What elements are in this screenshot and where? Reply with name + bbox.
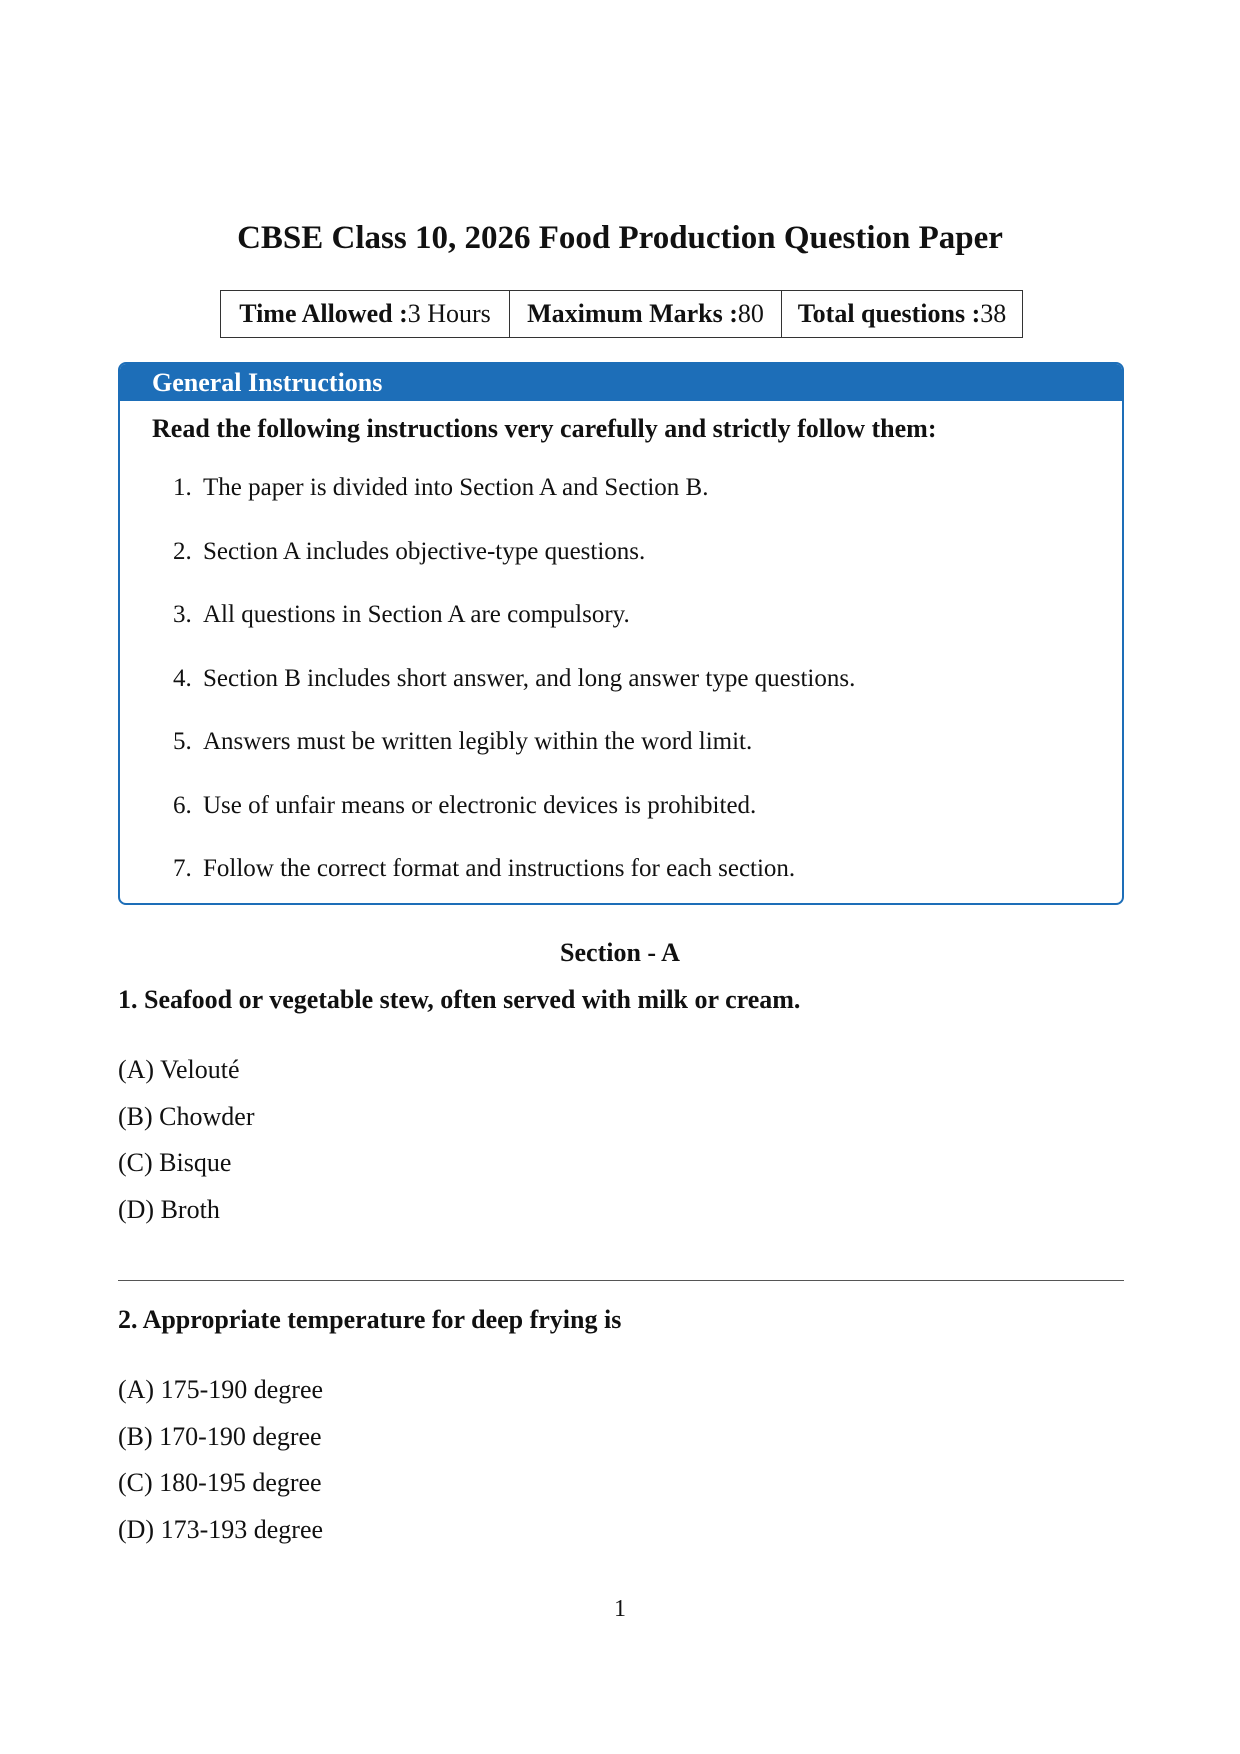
total-questions-label: Total questions : [797,299,981,328]
instruction-text: All questions in Section A are compulsory. [203,601,630,628]
instruction-text: Section B includes short answer, and long answer type questions. [203,664,856,692]
question-text: 1. Seafood or vegetable stew, often served with milk or cream. [118,985,801,1014]
option-list [118,1374,1124,1546]
instruction-item [173,790,1122,822]
instruction-number: 3. [173,601,192,628]
general-instructions-box [118,362,1124,905]
option-d: (D) Broth [118,1194,220,1224]
time-allowed-cell [221,291,509,337]
page-number: 1 [614,1596,626,1622]
instruction-number: 1. [173,474,192,501]
maximum-marks-cell [509,291,781,337]
total-questions-value: 38 [980,299,1007,328]
instruction-text: Answers must be written legibly within the word limit. [203,728,753,755]
option-d: (D) 173-193 degree [118,1514,324,1544]
instruction-item [173,726,1122,758]
instructions-header: General Instructions [120,364,1122,401]
instruction-item [173,472,1122,504]
total-questions-cell [781,291,1022,337]
instruction-item [173,853,1122,885]
question-divider [118,1280,1124,1281]
time-allowed-label: Time Allowed : [239,299,408,328]
option-b: (B) 170-190 degree [118,1421,322,1451]
option-list [118,1054,1124,1226]
maximum-marks-value: 80 [737,299,764,328]
instruction-item [173,536,1122,568]
instruction-text: The paper is divided into Section A and Section B. [203,474,709,501]
page-title: CBSE Class 10, 2026 Food Production Question Paper [237,220,1003,256]
option-c: (C) 180-195 degree [118,1468,322,1497]
option-b: (B) Chowder [118,1101,255,1131]
option-c: (C) Bisque [118,1148,232,1177]
question-text: 2. Appropriate temperature for deep frying is [118,1305,622,1334]
instruction-number: 7. [173,855,192,882]
instruction-number: 6. [173,791,192,819]
question-2 [118,1304,1124,1560]
instruction-number: 2. [173,537,192,565]
instructions-lead: Read the following instructions very carefully and strictly follow them: [152,414,937,443]
instructions-list [120,472,1122,885]
instruction-text: Use of unfair means or electronic devices is prohibited. [203,791,757,819]
instruction-item [173,599,1122,631]
exam-info-table [220,290,1023,338]
option-a: (A) Velouté [118,1055,240,1084]
instruction-number: 5. [173,728,192,755]
instruction-text: Section A includes objective-type questions. [203,537,646,565]
option-a: (A) 175-190 degree [118,1375,324,1404]
instruction-item [173,663,1122,695]
section-a-heading: Section - A [560,938,680,967]
maximum-marks-label: Maximum Marks : [527,299,738,328]
question-1 [118,984,1124,1240]
instruction-number: 4. [173,664,192,692]
time-allowed-value: 3 Hours [407,299,491,328]
instruction-text: Follow the correct format and instructions for each section. [203,855,796,882]
